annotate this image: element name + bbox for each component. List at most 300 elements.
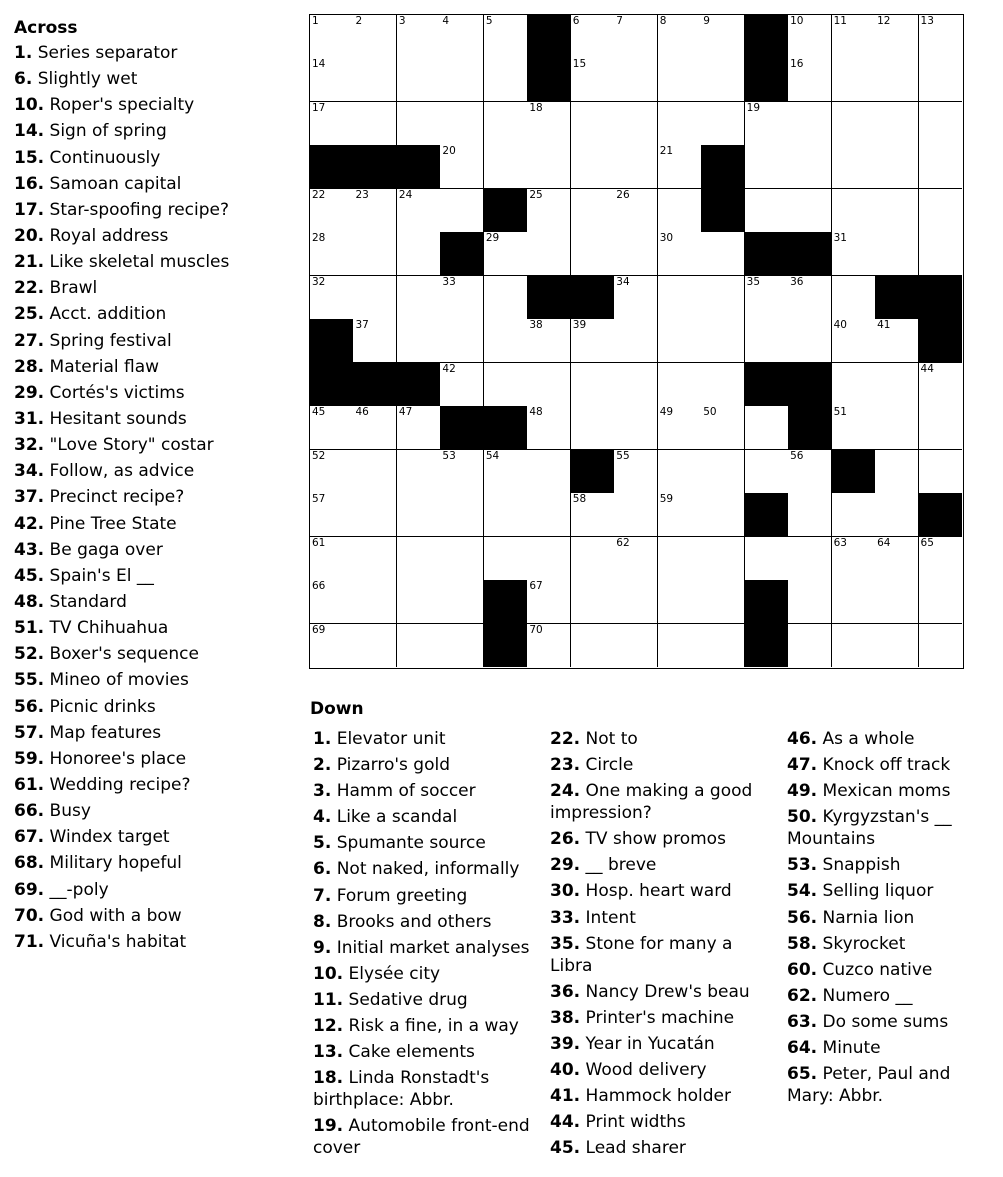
grid-cell[interactable] [527,145,571,189]
clue-item: 44. Print widths [550,1112,686,1133]
clue-number: 55 [14,670,38,691]
grid-cell[interactable] [875,319,919,363]
clue-text: Risk a fine, in a way [348,1016,519,1037]
grid-cell[interactable] [397,232,441,276]
clue-item: 66. Busy [14,801,91,822]
grid-cell[interactable] [875,58,919,102]
grid-cell[interactable] [745,102,789,146]
cell-number: 8 [659,15,667,27]
grid-cell[interactable] [353,319,397,363]
grid-cell[interactable] [658,624,702,667]
clue-item: 4. Like a scandal [313,807,458,828]
clue-number: 25 [14,304,38,325]
clue-number: 26 [550,829,574,850]
grid-cell[interactable] [658,450,702,494]
grid-cell[interactable] [571,580,615,624]
grid-cell[interactable] [571,15,615,59]
clue-item: 32. "Love Story" costar [14,435,214,456]
grid-cell[interactable] [484,319,528,363]
cell-number: 31 [833,232,847,245]
grid-cell[interactable] [701,406,745,450]
grid-cell[interactable] [832,319,876,363]
cell-number: 24 [398,188,413,201]
black-square [745,363,789,407]
clue-item: 51. TV Chihuahua [14,618,169,639]
grid-cell[interactable] [745,276,789,320]
clue-item: 68. Military hopeful [14,853,182,874]
clue-item: 21. Like skeletal muscles [14,252,230,273]
cell-number: 61 [312,536,326,549]
grid-cell[interactable] [658,580,702,624]
clue-text: Hamm of soccer [336,781,476,802]
clue-item: 69. __-poly [14,879,109,900]
grid-cell[interactable] [310,189,354,233]
clue-item: 37. Precinct recipe? [14,487,185,508]
grid-cell[interactable] [745,450,789,494]
grid-cell[interactable] [658,15,702,59]
grid-cell[interactable] [310,15,354,59]
clue-item: 1. Series separator [14,43,178,63]
grid-cell[interactable] [832,580,876,624]
grid-cell[interactable] [353,15,397,59]
grid-cell[interactable] [527,232,571,276]
grid-cell[interactable] [919,102,962,146]
grid-cell[interactable] [658,493,702,537]
grid-cell[interactable] [788,580,832,624]
grid-cell[interactable] [832,102,876,146]
grid-cell[interactable] [571,493,615,537]
grid-cell[interactable] [919,58,962,102]
grid-cell[interactable] [484,363,528,407]
grid-cell[interactable] [527,189,571,233]
cell-number: 13 [920,15,934,27]
grid-cell[interactable] [571,537,615,581]
grid-cell[interactable] [919,537,962,581]
grid-cell[interactable] [397,189,441,233]
clue-item: 29. __ breve [550,855,657,876]
grid-cell[interactable] [397,580,441,624]
grid-cell[interactable] [310,537,354,581]
grid-cell[interactable] [788,319,832,363]
grid-cell[interactable] [919,15,962,59]
cell-number: 28 [312,232,326,245]
grid-cell[interactable] [527,537,571,581]
clue-item: 67. Windex target [14,827,170,848]
grid-cell[interactable] [919,624,962,667]
cell-number: 36 [790,275,804,288]
grid-cell[interactable] [701,102,745,146]
grid-cell[interactable] [397,450,441,494]
grid-cell[interactable] [310,58,354,102]
clue-text: Series separator [37,43,178,63]
grid-cell[interactable] [484,232,528,276]
grid-cell[interactable] [832,232,876,276]
grid-cell[interactable] [353,580,397,624]
grid-cell[interactable] [440,319,484,363]
grid-cell[interactable] [832,145,876,189]
grid-cell[interactable] [397,319,441,363]
clue-text: Boxer's sequence [49,644,199,665]
grid-cell[interactable] [571,232,615,276]
grid-cell[interactable] [527,363,571,407]
grid-cell[interactable] [614,58,658,102]
grid-cell[interactable] [658,232,702,276]
grid-cell[interactable] [527,319,571,363]
clue-number: 3 [313,781,325,802]
grid-cell[interactable] [353,232,397,276]
cell-number: 67 [529,580,543,593]
grid-cell[interactable] [658,406,702,450]
grid-cell[interactable] [614,15,658,59]
clue-number: 48 [14,591,38,612]
grid-cell[interactable] [832,363,876,407]
cell-number: 59 [659,493,674,506]
grid-cell[interactable] [875,363,919,407]
clue-number: 22 [550,729,574,749]
grid-cell[interactable] [658,537,702,581]
grid-cell[interactable] [832,58,876,102]
clue-item: 50. Kyrgyzstan's __ Mountains [787,807,952,850]
grid-cell[interactable] [875,537,919,581]
cell-number: 50 [703,406,717,419]
clue-item: 15. Continuously [14,147,161,168]
grid-cell[interactable] [745,537,789,581]
grid-cell[interactable] [875,145,919,189]
grid-cell[interactable] [875,406,919,450]
grid-cell[interactable] [440,189,484,233]
grid-cell[interactable] [701,450,745,494]
cell-number: 46 [355,406,369,419]
grid-cell[interactable] [614,102,658,146]
cell-number: 2 [355,15,363,27]
grid-cell[interactable] [658,58,702,102]
grid-cell[interactable] [614,406,658,450]
grid-cell[interactable] [440,58,484,102]
grid-cell[interactable] [614,580,658,624]
clue-text: Be gaga over [49,539,163,560]
clue-number: 63 [787,1011,811,1032]
grid-cell[interactable] [701,232,745,276]
grid-cell[interactable] [788,450,832,494]
grid-cell[interactable] [571,624,615,667]
grid-cell[interactable] [310,276,354,320]
clue-text: Pizarro's gold [336,755,451,776]
grid-cell[interactable] [614,232,658,276]
grid-cell[interactable] [484,102,528,146]
grid-cell[interactable] [658,319,702,363]
grid-cell[interactable] [788,189,832,233]
grid-cell[interactable] [832,537,876,581]
clue-item: 8. Brooks and others [313,911,492,932]
black-square [875,276,919,320]
grid-cell[interactable] [440,580,484,624]
grid-cell[interactable] [745,189,789,233]
grid-cell[interactable] [832,406,876,450]
grid-cell[interactable] [571,102,615,146]
grid-cell[interactable] [571,406,615,450]
grid-cell[interactable] [310,406,354,450]
grid-cell[interactable] [701,15,745,59]
cell-number: 35 [746,275,761,288]
cell-number: 30 [659,232,674,245]
grid-cell[interactable] [701,58,745,102]
clue-number: 11 [313,989,337,1010]
grid-cell[interactable] [353,537,397,581]
black-square [527,58,571,102]
grid-cell[interactable] [484,493,528,537]
clue-number: 2 [313,755,325,776]
clue-number: 32 [14,435,38,456]
clue-text: Spring festival [49,330,172,351]
cell-number: 58 [572,493,587,506]
clue-item: 49. Mexican moms [787,781,951,802]
grid-cell[interactable] [440,450,484,494]
grid-cell[interactable] [614,493,658,537]
grid-cell[interactable] [440,363,484,407]
cell-number: 32 [312,275,326,288]
grid-cell[interactable] [527,102,571,146]
grid-cell[interactable] [440,276,484,320]
clue-item: 12. Risk a fine, in a way [313,1016,519,1037]
cell-number: 66 [312,580,326,593]
grid-cell[interactable] [353,58,397,102]
grid-cell[interactable] [527,580,571,624]
grid-cell[interactable] [658,363,702,407]
clue-number: 7 [313,885,325,906]
grid-cell[interactable] [919,232,962,276]
grid-cell[interactable] [571,319,615,363]
grid-cell[interactable] [658,276,702,320]
clue-text: Picnic drinks [49,696,156,717]
grid-cell[interactable] [919,406,962,450]
grid-cell[interactable] [353,624,397,667]
grid-cell[interactable] [614,189,658,233]
clue-item: 33. Intent [550,907,636,928]
clue-text: Mexican moms [822,781,951,802]
grid-cell[interactable] [701,319,745,363]
grid-cell[interactable] [832,189,876,233]
grid-cell[interactable] [527,493,571,537]
grid-cell[interactable] [875,102,919,146]
clue-text: Hesitant sounds [49,408,187,429]
grid-cell[interactable] [440,15,484,59]
grid-cell[interactable] [571,363,615,407]
clue-text: Material flaw [49,356,160,377]
grid-cell[interactable] [440,102,484,146]
clue-text: Cortés's victims [49,382,185,403]
grid-cell[interactable] [484,276,528,320]
grid-cell[interactable] [353,102,397,146]
cell-number: 33 [442,275,456,288]
clue-item: 57. Map features [14,722,162,743]
grid-cell[interactable] [788,58,832,102]
cell-number: 47 [398,406,413,419]
grid-cell[interactable] [701,493,745,537]
grid-cell[interactable] [353,189,397,233]
grid-cell[interactable] [919,189,962,233]
grid-cell[interactable] [397,537,441,581]
clue-text: Windex target [49,827,170,848]
grid-cell[interactable] [440,624,484,667]
grid-cell[interactable] [788,493,832,537]
clue-number: 41 [550,1086,574,1107]
grid-cell[interactable] [527,450,571,494]
clue-number: 46 [787,729,811,749]
clue-item: 3. Hamm of soccer [313,781,476,802]
grid-cell[interactable] [832,624,876,667]
grid-cell[interactable] [614,145,658,189]
grid-cell[interactable] [919,450,962,494]
clue-text: TV show promos [585,829,726,850]
grid-cell[interactable] [527,406,571,450]
down-clue-list-3 [787,728,1001,1111]
grid-cell[interactable] [658,102,702,146]
grid-cell[interactable] [614,624,658,667]
black-square [527,15,571,59]
grid-cell[interactable] [440,145,484,189]
cell-number: 51 [833,406,847,419]
grid-cell[interactable] [745,145,789,189]
grid-cell[interactable] [310,580,354,624]
clue-number: 70 [14,905,38,926]
grid-cell[interactable] [788,145,832,189]
clue-item: 16. Samoan capital [14,173,182,194]
grid-cell[interactable] [484,15,528,59]
grid-cell[interactable] [614,319,658,363]
cell-number: 11 [833,15,847,27]
grid-cell[interactable] [440,537,484,581]
crossword-grid [309,14,964,669]
grid-cell[interactable] [353,406,397,450]
grid-cell[interactable] [397,624,441,667]
grid-cell[interactable] [875,624,919,667]
cell-number: 57 [312,493,326,506]
grid-cell[interactable] [310,102,354,146]
cell-number: 45 [312,406,326,419]
grid-cell[interactable] [614,450,658,494]
grid-cell[interactable] [701,363,745,407]
grid-cell[interactable] [875,232,919,276]
grid-cell[interactable] [484,537,528,581]
grid-cell[interactable] [701,580,745,624]
grid-cell[interactable] [397,102,441,146]
grid-cell[interactable] [310,493,354,537]
grid-cell[interactable] [658,189,702,233]
grid-cell[interactable] [353,493,397,537]
grid-cell[interactable] [788,276,832,320]
grid-cell[interactable] [484,450,528,494]
grid-cell[interactable] [788,537,832,581]
grid-cell[interactable] [788,624,832,667]
clue-number: 28 [14,356,38,377]
grid-cell[interactable] [397,493,441,537]
cell-number: 65 [920,536,934,549]
grid-cell[interactable] [832,276,876,320]
clue-text: Spumante source [336,833,486,854]
cell-number: 44 [920,362,934,375]
grid-cell[interactable] [571,58,615,102]
clue-item: 1. Elevator unit [313,729,446,749]
grid-cell[interactable] [701,276,745,320]
grid-cell[interactable] [527,624,571,667]
clue-number: 50 [787,807,811,828]
grid-cell[interactable] [397,58,441,102]
clue-number: 17 [14,199,38,220]
grid-cell[interactable] [875,493,919,537]
grid-cell[interactable] [353,450,397,494]
clue-number: 65 [787,1064,811,1085]
clue-text: Follow, as advice [49,461,195,482]
grid-cell[interactable] [788,15,832,59]
cell-number: 34 [616,275,630,288]
cell-number: 15 [572,58,587,71]
grid-cell[interactable] [310,232,354,276]
down-clue-list-2 [550,728,778,1163]
grid-cell[interactable] [658,145,702,189]
cell-number: 18 [529,101,543,114]
grid-cell[interactable] [614,276,658,320]
grid-cell[interactable] [919,580,962,624]
clue-number: 58 [787,933,811,954]
clue-text: Roper's specialty [49,95,195,116]
clue-number: 27 [14,330,38,351]
grid-cell[interactable] [484,145,528,189]
clue-item: 5. Spumante source [313,833,486,854]
clue-item: 56. Picnic drinks [14,696,156,717]
grid-cell[interactable] [397,15,441,59]
grid-cell[interactable] [353,276,397,320]
clue-item: 58. Skyrocket [787,933,906,954]
grid-cell[interactable] [788,102,832,146]
black-square [527,276,571,320]
grid-cell[interactable] [440,493,484,537]
grid-cell[interactable] [919,145,962,189]
grid-cell[interactable] [919,363,962,407]
grid-cell[interactable] [397,276,441,320]
grid-cell[interactable] [571,145,615,189]
grid-cell[interactable] [310,624,354,667]
clue-number: 37 [14,487,38,508]
grid-cell[interactable] [310,450,354,494]
clue-text: Precinct recipe? [49,487,185,508]
grid-cell[interactable] [875,15,919,59]
clue-number: 16 [14,173,38,194]
grid-cell[interactable] [397,406,441,450]
clue-text: Linda Ronstadt's birthplace: Abbr. [313,1068,490,1111]
clue-item: 23. Circle [550,755,634,776]
grid-cell[interactable] [701,624,745,667]
grid-cell[interactable] [701,537,745,581]
grid-cell[interactable] [484,58,528,102]
grid-cell[interactable] [614,537,658,581]
grid-cell[interactable] [832,15,876,59]
cell-number: 48 [529,406,543,419]
cell-number: 25 [529,188,543,201]
grid-cell[interactable] [614,363,658,407]
grid-cell[interactable] [745,319,789,363]
clue-item: 55. Mineo of movies [14,670,189,691]
grid-cell[interactable] [875,189,919,233]
grid-cell[interactable] [875,450,919,494]
black-square [440,406,484,450]
clue-text: Pine Tree State [49,513,177,534]
grid-cell[interactable] [571,189,615,233]
grid-cell[interactable] [875,580,919,624]
clue-number: 45 [14,565,38,586]
grid-cell[interactable] [745,406,789,450]
grid-cell[interactable] [832,493,876,537]
clue-text: Sign of spring [49,121,167,142]
